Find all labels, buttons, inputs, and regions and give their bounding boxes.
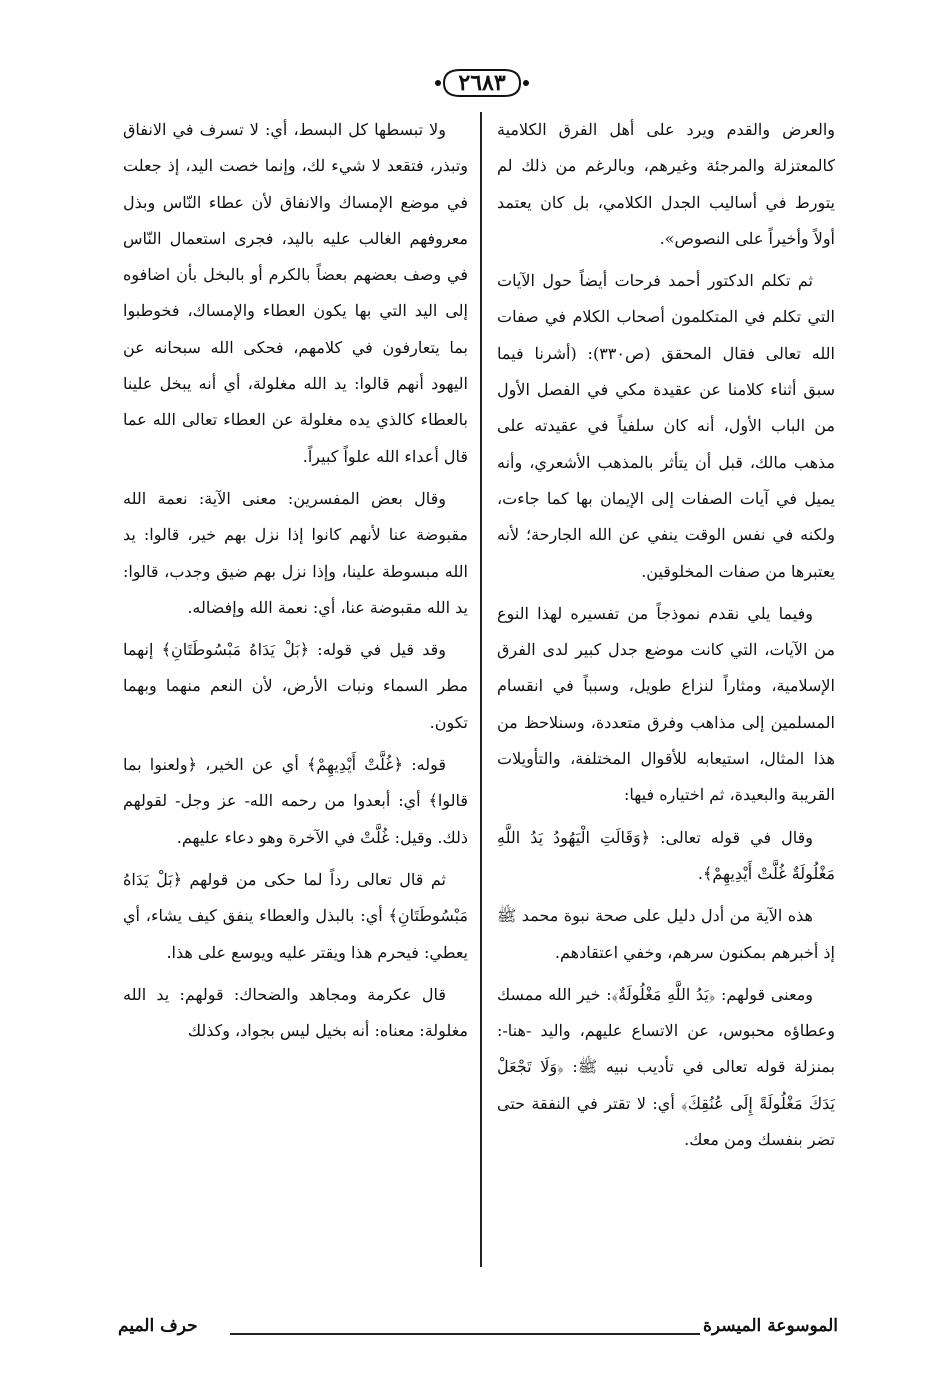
footer-book-title: الموسوعة الميسرة: [702, 1316, 838, 1336]
paragraph: ولا تبسطها كل البسط، أي: لا تسرف في الانفاق وتبذر، فتقعد لا شيء لك، وإنما خصت اليد، إذ جعلت في موضع الإمساك والانفاق لأن عطاء النّاس وبذل معروفهم الغالب عليه باليد، فجرى استعمال النّاس في وصف بعضهم بعضاً بالكرم أو بالبخل بأن اضافوه إلى اليد التي بها يكون العطاء والإمساك، فخوطبوا بما يتعارفون في كلامهم، فحكى الله سبحانه عن اليهود أنهم قالوا: يد الله مغلولة، أي أنه يبخل علينا بالعطاء كالذي يده مغلولة عن العطاء تعالى الله عما قال أعداء الله علواً كبيراً.: [123, 120, 468, 466]
paragraph: ثم تكلم الدكتور أحمد فرحات أيضاً حول الآيات التي تكلم في المتكلمون أصحاب الكلام في صفات الله تعالى فقال المحقق (ص٣٣٠): (أشرنا فيما سبق أثناء كلامنا عن عقيدة مكي في الفصل الأول من الباب الأول، أنه كان سلفياً في عقيدته على مذهب مالك، قبل أن يتأثر بالمذهب الأشعري، وأنه يميل في آيات الصفات إلى الإيمان بها كما جاءت، ولكنه في نفس الوقت ينفي عن الله الجارحة؛ لأنه يعتبرها من صفات المخلوقين.: [497, 271, 835, 581]
paragraph: قوله: ﴿غُلَّتْ أَيْدِيهِمْ﴾ أي عن الخير، ﴿ولعنوا بما قالوا﴾ أي: أبعدوا من رحمه الله- عز وجل- لقولهم ذلك. وقيل: غُلَّتْ في الآخرة وهو دعاء عليهم.: [123, 755, 468, 847]
footer-rule: [230, 1333, 700, 1335]
footer-section: حرف الميم: [118, 1316, 198, 1336]
paragraph: وقال في قوله تعالى: ﴿وَقَالَتِ الْيَهُودُ يَدُ اللَّهِ مَغْلُولَةٌ غُلَّتْ أَيْدِيهِمْ﴾.: [497, 827, 835, 883]
paragraph: ومعنى قولهم: ﴿يَدُ اللَّهِ مَغْلُولَةٌ﴾: خير الله ممسك وعطاؤه محبوس، عن الاتساع عليهم، واليد -هنا-: بمنزلة قوله تعالى في تأديب نبيه ﷺ: ﴿وَلَا تَجْعَلْ يَدَكَ مَغْلُولَةً إِلَى عُنُقِكَ﴾ أي: لا تقتر في النفقة حتى تضر بنفسك ومن معك.: [497, 984, 835, 1150]
left-column: [123, 112, 468, 1282]
paragraph: هذه الآية من أدل دليل على صحة نبوة محمد ﷺ إذ أخبرهم بمكنون سرهم، وخفي اعتقادهم.: [497, 906, 835, 962]
page-number-text: ٢٦٨٣: [458, 70, 506, 96]
right-column: [497, 112, 835, 1282]
paragraph: قال عكرمة ومجاهد والضحاك: قولهم: يد الله مغلولة: معناه: أنه بخيل ليس بجواد، وكذلك: [123, 984, 468, 1041]
column-divider: [480, 112, 482, 1267]
paragraph: وقال بعض المفسرين: معنى الآية: نعمة الله مقبوضة عنا لأنهم كانوا إذا نزل بهم خير، قالوا: يد الله مبسوطة علينا، وإذا نزل بهم ضيق وجدب، قالوا: يد الله مقبوضة عنا، أي: نعمة الله وإفضاله.: [123, 488, 468, 617]
paragraph: وقد قيل في قوله: ﴿بَلْ يَدَاهُ مَبْسُوطَتَانِ﴾ إنهما مطر السماء ونبات الأرض، لأن النعم منهما وبهما تكون.: [123, 640, 468, 732]
page-number: [434, 66, 530, 100]
page-footer: [118, 1316, 838, 1346]
paragraph: والعرض والقدم ويرد على أهل الفرق الكلامية كالمعتزلة والمرجئة وغيرهم، وبالرغم من ذلك لم يتورط في أساليب الجدل الكلامي، بل كان يعتمد أولاً وأخيراً على النصوص».: [497, 120, 835, 248]
paragraph: وفيما يلي نقدم نموذجاً من تفسيره لهذا النوع من الآيات، التي كانت موضع جدل كبير لدى الفرق الإسلامية، ومثاراً لنزاع طويل، وسبباً في انقسام المسلمين إلى مذاهب وفرق متعددة، وسنلاحظ من هذا المثال، استيعابه للأقوال المختلفة، والتأويلات القريبة والبعيدة، ثم اختياره فيها:: [497, 603, 835, 805]
paragraph: ثم قال تعالى رداً لما حكى من قولهم ﴿بَلْ يَدَاهُ مَبْسُوطَتَانِ﴾ أي: بالبذل والعطاء ينفق كيف يشاء، أي يعطي: فيحرم هذا ويقتر عليه ويوسع على هذا.: [123, 869, 468, 962]
